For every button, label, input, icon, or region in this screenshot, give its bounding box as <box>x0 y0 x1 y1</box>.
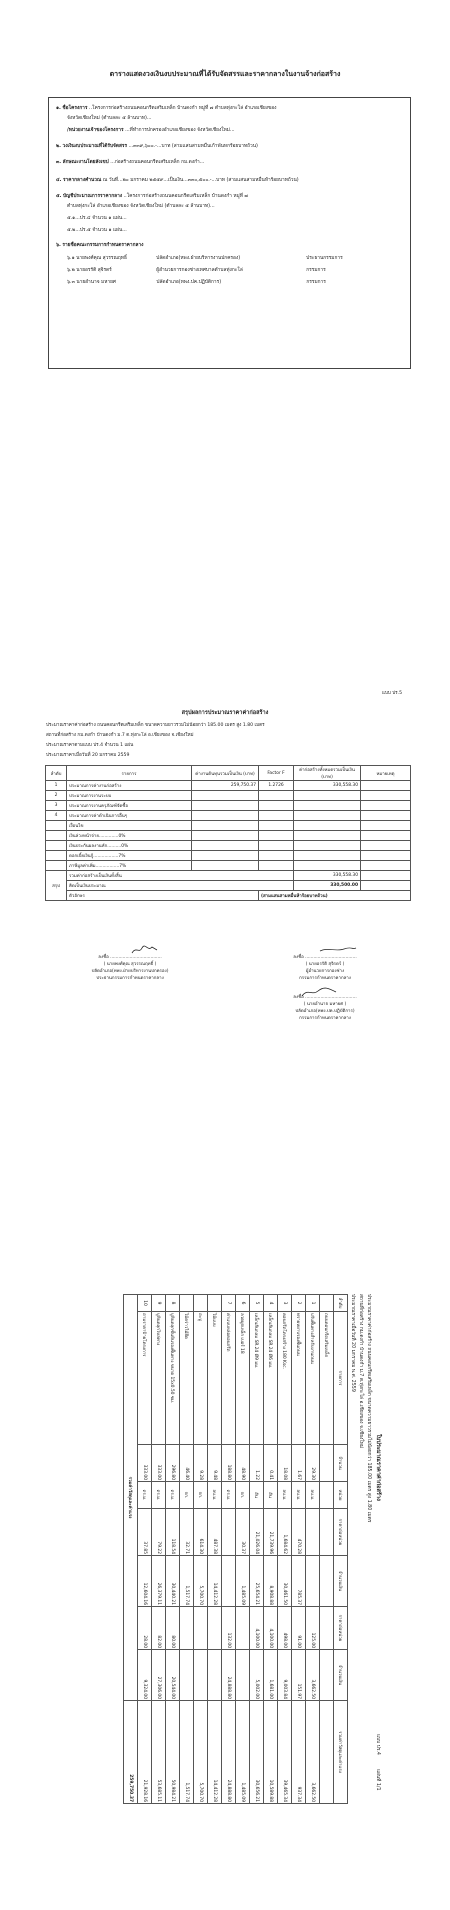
table-cell-lp <box>208 1607 222 1650</box>
table-cell-lp: 125.00 <box>306 1607 320 1650</box>
table-cell-unit: ตร.ม. <box>138 1482 152 1509</box>
summary-row-value: 330,500.00 <box>294 881 361 891</box>
table-cell-mp: 21,739.96 <box>264 1509 278 1556</box>
table-cell-no: 3 <box>46 801 67 811</box>
table-cell-unit: ตร.ม. <box>222 1482 236 1509</box>
table-cell-lt: 24,888.80 <box>222 1650 236 1701</box>
table-row <box>278 1295 292 1804</box>
table-cell-qty: 18.08 <box>278 1445 292 1482</box>
total-row <box>124 1295 138 1804</box>
table-cell-mt: 30,440.21 <box>166 1556 180 1607</box>
table-cell-total <box>294 791 361 801</box>
table-cell-factor <box>259 801 294 811</box>
table-cell-no: 6 <box>236 1295 250 1312</box>
col-header: ราคาต่อหน่วย <box>334 1607 348 1650</box>
table-cell-no <box>46 841 67 851</box>
table-cell-total: 330,558.30 <box>294 781 361 791</box>
table-cell-lp: 28.00 <box>138 1607 152 1650</box>
table-cell-mt: 30,461.50 <box>278 1556 292 1607</box>
table-cell-note <box>361 821 411 831</box>
table-cell-unit: ตร.ม. <box>166 1482 180 1509</box>
table-cell-unit: ตร.ม. <box>152 1482 166 1509</box>
table-cell-factor <box>259 861 294 871</box>
table-cell-mp: 79.22 <box>152 1509 166 1556</box>
info-line-5: ๓. ลักษณะงานโดยสังเขป ...ก่อสร้างถนนคอนกรีตเสริมเหล็ก กม.ดงกำ... <box>56 160 205 165</box>
table-cell-lp <box>236 1607 250 1650</box>
table-cell-tot <box>320 1701 334 1804</box>
table-cell-lt: 3,662.50 <box>306 1650 320 1701</box>
summary-row <box>46 891 411 901</box>
table-cell-mt: 785.37 <box>292 1556 306 1607</box>
table-cell-factor: 1.2726 <box>259 781 294 791</box>
info-line-2: จังหวัดเชียงใหม่ (ตำบลละ ๕ ล้านบาท)... <box>67 116 152 121</box>
table-cell-item: ประมาณการค่าดำเนินการอื่นๆ <box>67 811 192 821</box>
summary-row-value: 330,558.30 <box>294 871 361 881</box>
info-line-3: /หน่วยงานเจ้าของโครงการ ...ที่ทำการปกครองอำเภอเชียงของ จังหวัดเชียงใหม่... <box>67 128 235 133</box>
signature-scribble-1 <box>130 944 160 956</box>
table-cell-cost <box>192 841 259 851</box>
table-cell-no <box>194 1295 208 1312</box>
table-cell-unit: ลบ.ม. <box>208 1482 222 1509</box>
table-row <box>306 1295 320 1804</box>
table-cell-lt <box>194 1650 208 1701</box>
table-cell-lp: 498.00 <box>278 1607 292 1650</box>
table-cell-lt: 9,324.00 <box>138 1650 152 1701</box>
table-cell-item: ประมาณการงานครุภัณฑ์จัดซื้อ <box>67 801 192 811</box>
table-cell-note <box>361 811 411 821</box>
grand-total: 259,750.37 <box>124 1701 138 1804</box>
p2-meta-3: ประมาณราคาตามแบบ ปร.4 จำนวน 1 แผ่น <box>46 743 134 748</box>
table-cell-tot: 3,662.50 <box>306 1701 320 1804</box>
table-cell-qty: 46.40 <box>180 1445 194 1482</box>
table-cell-mt: 1,517.74 <box>180 1556 194 1607</box>
page2-title: สรุปผลการประมาณราคาค่าก่อสร้าง <box>181 710 269 716</box>
table-cell-tot: 14,412.28 <box>208 1701 222 1804</box>
summary-row <box>46 881 411 891</box>
table-cell-item: ตามราคาป้ายโครงการ <box>138 1312 152 1445</box>
summary-row <box>46 871 411 881</box>
table-cell-mp: 30.37 <box>236 1509 250 1556</box>
table-cell-no: 9 <box>152 1295 166 1312</box>
table-cell-cost <box>192 831 259 841</box>
table-cell-cost <box>192 861 259 871</box>
table-cell-mp: 21,026.04 <box>250 1509 264 1556</box>
table-cell-tot: 1,517.74 <box>180 1701 194 1804</box>
table-row <box>208 1295 222 1804</box>
table-cell-mt <box>222 1556 236 1607</box>
table-cell-factor <box>259 791 294 801</box>
table-cell-lp: 91.00 <box>292 1607 306 1650</box>
table-cell-note <box>361 831 411 841</box>
col-header: ราคาต่อหน่วย <box>334 1509 348 1556</box>
info-line-1: ๑. ชื่อโครงการ ..โครงการก่อสร้างถนนคอนกรีตเสริมเหล็ก บ้านดงกำ หมู่ที่ ๗ ตำบลทุ่งกะโล่ อำเภอเชียงของ <box>56 106 277 111</box>
table-cell-item: ปูหินคลุกชั้นหินรองพื้นทาง ขนาด 15x0.50 ซม. <box>166 1312 180 1445</box>
table-cell-item: ปูหินคลุกไหล่ทาง <box>152 1312 166 1445</box>
page3-sheet: แผ่นที่ 1/1 <box>375 1769 380 1791</box>
table-cell-item: เงินประกันผลงานหัก..........0% <box>67 841 192 851</box>
table-cell-mt: 14,412.28 <box>208 1556 222 1607</box>
table-cell-item: เงินล่วงหน้าจ่าย..............0% <box>67 831 192 841</box>
table-cell-qty: 9.28 <box>194 1445 208 1482</box>
table-cell-qty: 333.00 <box>138 1445 152 1482</box>
table-cell-no <box>46 851 67 861</box>
table-cell-tot: 39,465.34 <box>278 1701 292 1804</box>
col-header: หมายเหตุ <box>361 766 411 781</box>
table-cell-mt: 5,700.70 <box>194 1556 208 1607</box>
table-cell-lp: 4,100.00 <box>264 1607 278 1650</box>
table-cell-tot: 30,656.21 <box>250 1701 264 1804</box>
form-number: แบบ ปร.5 <box>382 691 403 696</box>
table-row <box>152 1295 166 1804</box>
table-cell-qty <box>320 1445 334 1482</box>
table-row <box>292 1295 306 1804</box>
table-cell-lp <box>320 1607 334 1650</box>
table-header-row <box>334 1295 348 1804</box>
p3-meta-1: ประมาณราคาค่าก่อสร้าง ถนนคอนกรีตเสริมเหล็ก ขนาดความยาวรวมไม่น้อยกว่า 185.00 เมตร สูง 1.80 เมตร <box>366 1294 371 1523</box>
p3-meta-3: ประมาณราคาเมื่อวันที่ 20 มกราคม พ.ศ. 2559 <box>350 1294 355 1392</box>
table-row <box>222 1295 236 1804</box>
table-cell-no: 4 <box>264 1295 278 1312</box>
table-cell-mp <box>320 1509 334 1556</box>
summary-row-label: คิดเป็นเงินประมาณ <box>67 881 294 891</box>
table-cell-total <box>294 811 361 821</box>
info-line-9: ๕.๑...ปร.๔ จำนวน ๑ แผ่น... <box>67 216 127 221</box>
page3-title: ใบประมาณราคาค่าก่อสร้าง <box>375 1434 381 1501</box>
signature-block-1: ลงชื่อ ..................................... ( นายพงศ์คุณ สุวรรณฤทธิ์ ) ปลัดอำเภอ(หพง.ฝ่ายบริหารงานปกครอง) ประธานกรรมการกำหนดราคากลาง <box>91 955 169 981</box>
estimate-page <box>68 1294 382 1804</box>
table-cell-mp: 1,684.62 <box>278 1509 292 1556</box>
page3-form-no: แบบ ปร.4 <box>375 1734 380 1755</box>
table-cell-total <box>294 831 361 841</box>
table-cell-mp <box>222 1509 236 1556</box>
table-cell-mt: 25,654.21 <box>250 1556 264 1607</box>
table-cell-lt: 1,681.00 <box>264 1650 278 1701</box>
signature-block-2: ลงชื่อ ..................................... ( นายอรรัติ สุจิรดร์ ) ผู้อำนวยการกองช่าง กรรมการกำหนดราคากลาง <box>293 955 357 981</box>
table-cell-no <box>46 831 67 841</box>
table-row <box>194 1295 208 1804</box>
table-cell-mt: 12,604.16 <box>138 1556 152 1607</box>
table-cell-no: 5 <box>250 1295 264 1312</box>
info-line-7: ๕. บัญชีประมาณการราคากลาง ..โครงการก่อสร้างถนนคอนกรีตเสริมเหล็ก บ้านดงกำ หมู่ที่ ๗ <box>56 194 249 199</box>
table-row <box>166 1295 180 1804</box>
committee-row-1: ๖.๑ นายพงศ์คุณ สุวรรณฤทธิ์ ปลัดอำเภอ(หพง.ฝ่ายบริหารงานปกครอง) ประธานกรรมการ <box>67 256 343 261</box>
table-cell-mt <box>320 1556 334 1607</box>
table-row <box>180 1295 194 1804</box>
committee-row-2: ๖.๒ นายอรรัติ สุจิรดร์ ผู้อำนวยการกองช่างเทศบาลตำบลทุ่งกะโล่ กรรมการ <box>67 268 326 273</box>
table-cell-item: เหล็กเส้นกลม SR.24 Ø6 มม. <box>264 1312 278 1445</box>
table-cell-note <box>361 791 411 801</box>
col-header: หน่วย <box>334 1482 348 1509</box>
table-row <box>46 861 411 871</box>
info-line-6: ๔. ราคากลางคำนวณ ณ วันที่...๒๐ มกราคม ๒๕๕๙...เป็นเงิน...๓๓๐,๕๐๐.-...บาท (สามแสนสามหมื่นห้าร้อยบาทถ้วน) <box>56 178 299 183</box>
table-cell-tot: 50,984.21 <box>166 1701 180 1804</box>
table-cell-item: เงื่อนไข <box>67 821 192 831</box>
p2-meta-4: ประมาณราคาเมื่อวันที่ 20 มกราคม 2559 <box>46 753 130 758</box>
table-cell-item: ตะปู <box>194 1312 208 1445</box>
table-row <box>46 841 411 851</box>
table-row <box>138 1295 152 1804</box>
table-cell-no: 1 <box>306 1295 320 1312</box>
table-cell-mp: 118.54 <box>166 1509 180 1556</box>
table-cell-mp: 37.85 <box>138 1509 152 1556</box>
signature-block-3: ลงชื่อ ..................................... ( นายอำนาจ มหายศ ) ปลัดอำเภอ(หพง.ปค.ปฏิบัติการ) กรรมการกำหนดราคากลาง <box>293 995 357 1021</box>
p3-meta-2: สถานที่ก่อสร้าง กม.ดงกำ บ้านดงกำ ม.7 ต.ทุ่งกะโล่ อ.เชียงของ จ.เชียงใหม่ <box>358 1294 363 1449</box>
table-row <box>46 811 411 821</box>
table-cell-mt <box>306 1556 320 1607</box>
table-cell-lt: 27,306.00 <box>152 1650 166 1701</box>
table-cell-note <box>361 851 411 861</box>
table-cell-item: ไม้คร่าวไม้ยึด <box>180 1312 194 1445</box>
table-cell-lt: 9,003.84 <box>278 1650 292 1701</box>
table-cell-note <box>361 781 411 791</box>
table-cell-item: เหล็กเส้นกลม SR.24 Ø9 มม. <box>250 1312 264 1445</box>
summary-row-value: (สามแสนสามหมื่นห้าร้อยบาทถ้วน) <box>259 891 411 901</box>
table-cell-qty: 188.80 <box>222 1445 236 1482</box>
table-cell-factor <box>259 811 294 821</box>
table-cell-unit: ลบ.ม. <box>292 1482 306 1509</box>
table-cell-item: ถนนคอนกรีตเสริมเหล็ก <box>320 1312 334 1445</box>
table-cell-factor <box>259 851 294 861</box>
table-cell-no <box>46 821 67 831</box>
table-cell-item: ปรับพื้นทางสำหรับงานถนน <box>306 1312 320 1445</box>
table-cell-total <box>294 821 361 831</box>
table-cell-total <box>294 841 361 851</box>
table-cell-factor <box>259 821 294 831</box>
table-cell-lt <box>320 1650 334 1701</box>
table-cell-note <box>361 861 411 871</box>
table-cell-tot: 24,888.80 <box>222 1701 236 1804</box>
table-cell-mp: 487.38 <box>208 1509 222 1556</box>
table-cell-qty: 333.00 <box>152 1445 166 1482</box>
table-row <box>250 1295 264 1804</box>
committee-row-3: ๖.๓ นายอำนาจ มหายศ ปลัดอำเภอ(หพง.ปค.ปฏิบัติการ) กรรมการ <box>67 280 326 285</box>
table-cell-lp: 80.00 <box>166 1607 180 1650</box>
table-cell-mp: 470.28 <box>292 1509 306 1556</box>
project-info-box <box>48 97 411 369</box>
table-cell-item: ลวดผูกเหล็ก เบอร์ 18 <box>236 1312 250 1445</box>
summary-row-label: ตัวอักษร <box>67 891 259 901</box>
table-cell-qty: 9.48 <box>208 1445 222 1482</box>
summary-table <box>45 765 411 901</box>
table-cell-cost <box>192 851 259 861</box>
signature-scribble-2 <box>318 946 358 954</box>
table-cell-item: ดอกเบี้ยเงินกู้..................7% <box>67 851 192 861</box>
total-label: รวมค่าวัสดุและค่าแรง <box>124 1295 138 1701</box>
info-line-4: ๒. วงเงินงบประมาณที่ได้รับจัดสรร ...๓๓๙,๖๐๐.-...บาท (สามแสนสามหมื่นเก้าพันหกร้อยบาทถ้วน) <box>56 144 258 149</box>
p2-meta-1: ประมาณราคาค่าก่อสร้าง ถนนคอนกรีตเสริมเหล็ก ขนาดความยาวรวมไม่น้อยกว่า 185.00 เมตร สูง 1.80 เมตร <box>46 723 265 728</box>
table-cell-lt: 151.97 <box>292 1650 306 1701</box>
table-cell-unit: กก. <box>180 1482 194 1509</box>
table-cell-lp: 82.00 <box>152 1607 166 1650</box>
table-row <box>46 851 411 861</box>
table-cell-factor <box>259 831 294 841</box>
table-cell-unit: กก. <box>194 1482 208 1509</box>
table-cell-tot: 5,700.70 <box>194 1701 208 1804</box>
table-cell-qty: 29.30 <box>306 1445 320 1482</box>
table-cell-lp <box>194 1607 208 1650</box>
table-cell-mt: 26,379.11 <box>152 1556 166 1607</box>
table-cell-lt: 5,002.00 <box>250 1650 264 1701</box>
table-cell-no: 1 <box>46 781 67 791</box>
table-cell-lt: 20,544.00 <box>166 1650 180 1701</box>
col-header: ลำดับ <box>334 1295 348 1312</box>
table-cell-cost <box>192 821 259 831</box>
table-cell-no: 8 <box>166 1295 180 1312</box>
table-row <box>320 1295 334 1804</box>
table-cell-qty: 1.22 <box>250 1445 264 1482</box>
table-cell-lt <box>208 1650 222 1701</box>
table-cell-lt <box>180 1650 194 1701</box>
table-cell-tot: 937.34 <box>292 1701 306 1804</box>
estimate-table <box>123 1294 348 1804</box>
table-cell-no: 7 <box>222 1295 236 1312</box>
table-cell-mt: 8,908.88 <box>264 1556 278 1607</box>
table-cell-unit: ลบ.ม. <box>278 1482 292 1509</box>
page1-title: ตารางแสดงวงเงินงบประมาณที่ได้รับจัดสรรและราคากลางในงานจ้างก่อสร้าง <box>109 70 341 78</box>
table-cell-unit: ตัน <box>264 1482 278 1509</box>
table-cell-unit: กก. <box>236 1482 250 1509</box>
table-cell-qty: 1.67 <box>292 1445 306 1482</box>
col-header: จำนวน <box>334 1445 348 1482</box>
table-cell-mp: 32.71 <box>180 1509 194 1556</box>
table-row <box>46 781 411 791</box>
table-row <box>236 1295 250 1804</box>
table-cell-total <box>294 801 361 811</box>
table-cell-item: ทรายหยาบรองพื้นถนน <box>292 1312 306 1445</box>
table-cell-item: คอนกรีตโครงสร้าง 180 Ksc. <box>278 1312 292 1445</box>
table-cell-no <box>320 1295 334 1312</box>
table-cell-lp <box>180 1607 194 1650</box>
rotated-estimate-sheet <box>68 1294 382 1804</box>
table-cell-no <box>208 1295 222 1312</box>
table-cell-note <box>361 841 411 851</box>
summary-label: สรุป <box>46 871 67 901</box>
table-cell-no <box>180 1295 194 1312</box>
signature-scribble-3 <box>300 986 340 998</box>
table-cell-cost <box>192 811 259 821</box>
table-cell-no: 2 <box>46 791 67 801</box>
table-cell-mp <box>306 1509 320 1556</box>
table-cell-tot: 10,589.88 <box>264 1701 278 1804</box>
table-cell-item: ค่าแบบหล่อคอนกรีต <box>222 1312 236 1445</box>
table-cell-cost <box>192 801 259 811</box>
table-header-row <box>46 766 411 781</box>
info-line-10: ๕.๒...ปร.๕ จำนวน ๑ แผ่น... <box>67 228 127 233</box>
table-cell-tot: 1,485.09 <box>236 1701 250 1804</box>
table-cell-no: 10 <box>138 1295 152 1312</box>
table-cell-lp: 132.00 <box>222 1607 236 1650</box>
table-cell-unit: ลบ.ม. <box>306 1482 320 1509</box>
table-cell-note <box>361 801 411 811</box>
table-row <box>46 831 411 841</box>
col-header: ค่าก่อสร้างทั้งหมดรวมเป็นเงิน (บาท) <box>294 766 361 781</box>
table-cell-tot: 21,928.16 <box>138 1701 152 1804</box>
table-cell-no: 3 <box>278 1295 292 1312</box>
table-row <box>46 801 411 811</box>
table-cell-no: 2 <box>292 1295 306 1312</box>
table-cell-item: ประมาณการค่างานก่อสร้าง <box>67 781 192 791</box>
col-header: จำนวนเงิน <box>334 1556 348 1607</box>
p2-meta-2: สถานที่ก่อสร้าง กม.ดงกำ บ้านดงกำ ม.7 ต.ทุ่งกะโล่ อ.เชียงของ จ.เชียงใหม่ <box>46 733 194 738</box>
table-cell-lp: 4,100.00 <box>250 1607 264 1650</box>
col-header: จำนวนเงิน <box>334 1650 348 1701</box>
table-cell-qty: 0.41 <box>264 1445 278 1482</box>
table-cell-qty: 296.80 <box>166 1445 180 1482</box>
summary-row-label: รวมค่าก่อสร้างเป็นเงินทั้งสิ้น <box>67 871 294 881</box>
table-row <box>46 791 411 801</box>
table-cell-no <box>46 861 67 871</box>
table-cell-mt: 1,485.09 <box>236 1556 250 1607</box>
col-header: ค่างานต้นทุนรวมเป็นเงิน (บาท) <box>192 766 259 781</box>
table-cell-total <box>294 851 361 861</box>
table-cell-qty: 48.90 <box>236 1445 250 1482</box>
table-cell-tot: 53,685.11 <box>152 1701 166 1804</box>
table-cell-factor <box>259 841 294 851</box>
table-cell-cost: 259,750.37 <box>192 781 259 791</box>
table-cell-unit: ตัน <box>250 1482 264 1509</box>
table-cell-item: ไม้แบบ <box>208 1312 222 1445</box>
table-cell-cost <box>192 791 259 801</box>
table-cell-no: 4 <box>46 811 67 821</box>
info-line-8: ตำบลทุ่งกะโล่ อำเภอเชียงของ จังหวัดเชียงใหม่ (ตำบลละ ๕ ล้านบาท)... <box>67 204 215 209</box>
info-line-11: ๖. รายชื่อคณะกรรมการกำหนดราคากลาง <box>56 243 144 248</box>
table-cell-item: ภาษีมูลค่าเพิ่ม.................7% <box>67 861 192 871</box>
col-header: รายการ <box>67 766 192 781</box>
table-cell-lt <box>236 1650 250 1701</box>
table-row <box>264 1295 278 1804</box>
table-cell-unit <box>320 1482 334 1509</box>
col-header: Factor F <box>259 766 294 781</box>
col-header: ลำดับ <box>46 766 67 781</box>
col-header: รายการ <box>334 1312 348 1445</box>
table-cell-mp: 614.30 <box>194 1509 208 1556</box>
table-cell-item: ประมาณการงานระบบ <box>67 791 192 801</box>
table-row <box>46 821 411 831</box>
col-header: รวมค่าวัสดุและค่าแรง <box>334 1701 348 1804</box>
table-cell-total <box>294 861 361 871</box>
